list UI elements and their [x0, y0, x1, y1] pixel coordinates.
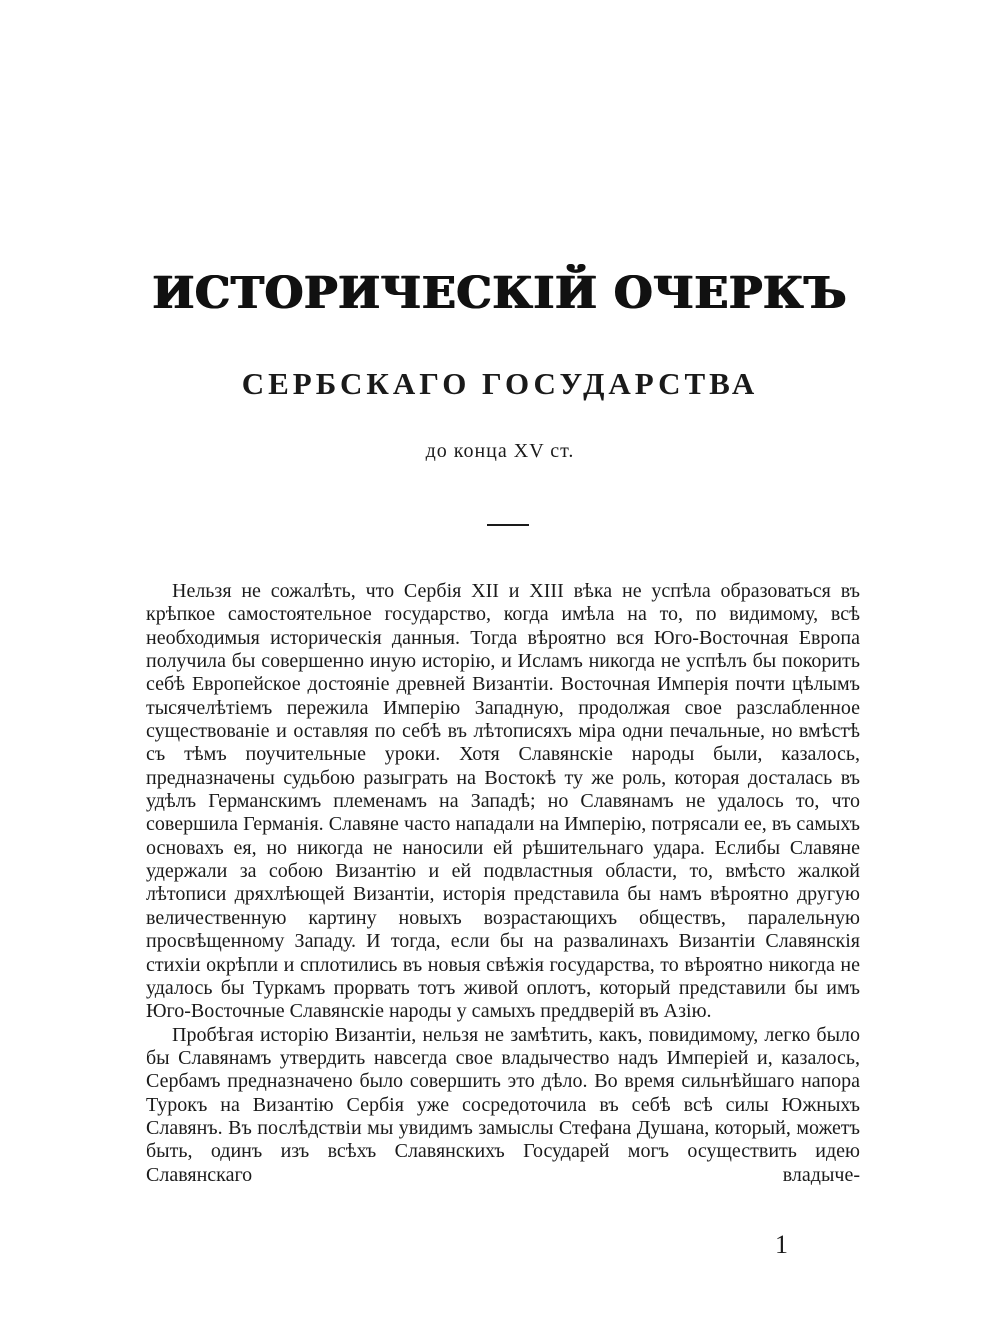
page-number: 1: [775, 1230, 788, 1259]
section-divider: [487, 524, 529, 526]
page-subtitle: СЕРБСКАГО ГОСУДАРСТВА: [241, 366, 759, 401]
paragraph-1: Нельзя не сожалѣть, что Сербія XII и XIII вѣка не успѣла образоваться въ крѣпкое самостоятельное государство, когда имѣла на то, по видимому, всѣ необходимыя историческія данныя. Тогда вѣроятно вся Юго-Восточная Европа получила бы совершенно иную исторію, и Исламъ никогда не успѣлъ бы покорить себѣ Европейское достояніе древней Византіи. Восточная Имперія почти цѣлымъ тысячелѣтіемъ пережила Имперію Западную, продолжая свое разслабленное существованіе и оставляя по себѣ въ лѣтописяхъ міра одни печальные, но вмѣстѣ съ тѣмъ поучительные уроки. Хотя Славянскіе народы были, казалось, предназначены судьбою разыграть на Востокѣ ту же роль, которая досталась въ удѣлъ Германскимъ племенамъ на Западѣ; но Славянамъ не удалось то, что совершила Германія. Славяне часто нападали на Имперію, потрясали ее, въ самыхъ основахъ ея, но никогда не наносили ей рѣшительнаго удара. Еслибы Славяне удержали за собою Византію и ей подвластныя области, то, вмѣсто жалкой лѣтописи дряхлѣющей Византіи, исторія представила бы намъ вѣроятно другую величественную картину новыхъ возрастающихъ обществъ, паралельную просвѣщенному Западу. И тогда, если бы на развалинахъ Византіи Славянскія стихіи окрѣпли и сплотились въ новыя свѣжія государства, то вѣроятно никогда не удалось бы Туркамъ прорвать тотъ живой оплотъ, который представили бы имъ Юго-Восточные Славянскіе народы у самыхъ преддверій въ Азію.: [146, 580, 860, 1023]
paragraph-2: Пробѣгая исторію Византіи, нельзя не замѣтить, какъ, повидимому, легко было бы Славянамъ утвердить навсегда свое владычество надъ Имперіей и, казалось, Сербамъ предназначено было совершить это дѣло. Во время сильнѣйшаго напора Турокъ на Византію Сербія уже сосредоточила въ себѣ всѣ силы Южныхъ Славянъ. Въ послѣдствіи мы увидимъ замыслы Стефана Душана, который, можетъ быть, одинъ изъ всѣхъ Славянскихъ Государей могъ осуществить идею Славянскаго владыче-: [146, 1023, 860, 1186]
page-title: ИСТОРИЧЕСКІЙ ОЧЕРКЪ: [152, 268, 848, 319]
body-text: [146, 580, 860, 1187]
date-range: до конца XV ст.: [425, 440, 575, 462]
